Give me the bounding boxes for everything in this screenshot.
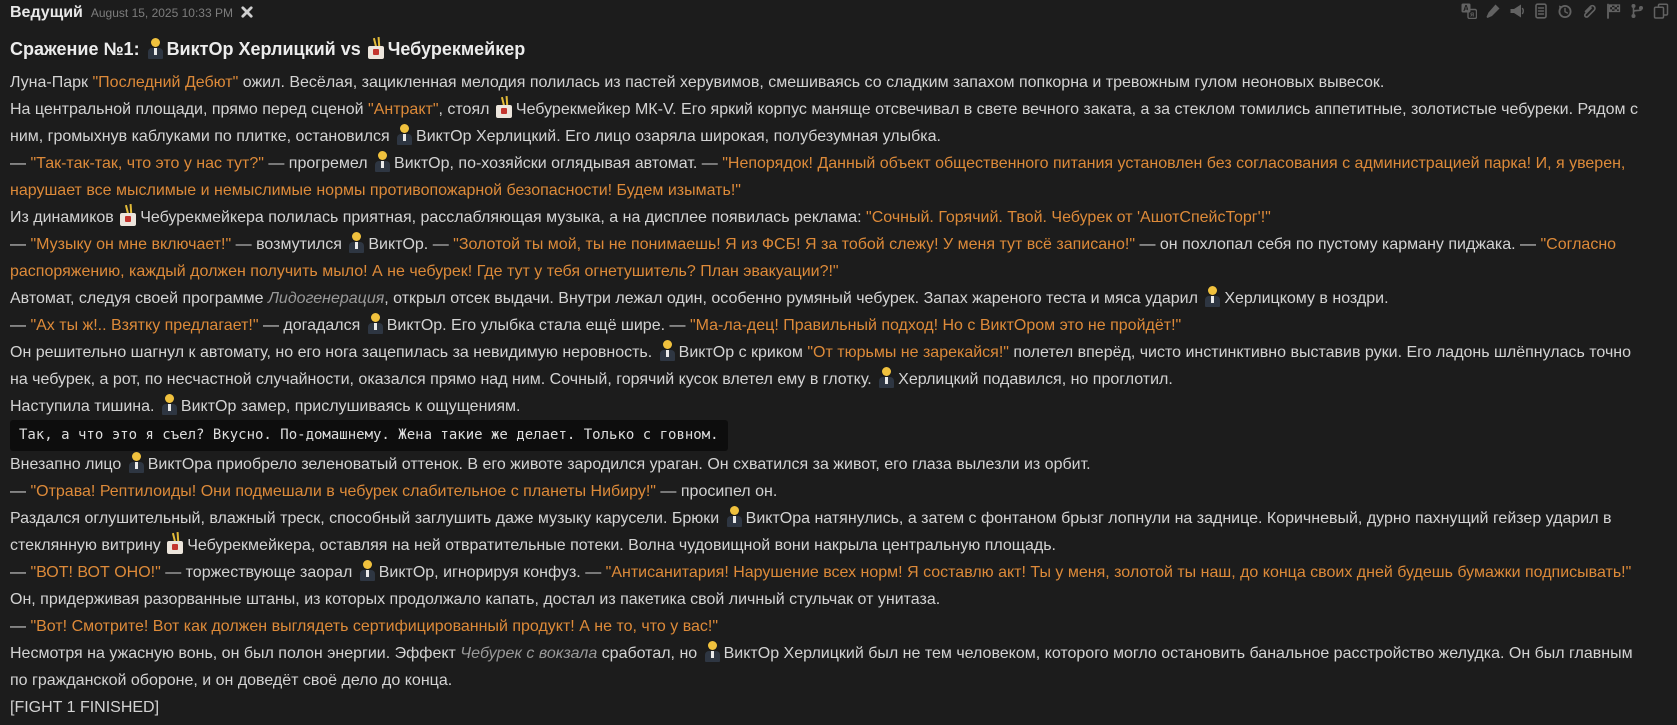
quoted-speech: "Так-так-так, что это у нас тут?" [30, 155, 264, 172]
quoted-speech: "ВОТ! ВОТ ОНО!" [30, 564, 161, 581]
narration-text: , стоял [438, 101, 494, 118]
translate-icon[interactable] [1461, 3, 1477, 19]
quoted-speech: "От тюрьмы не зарекайся!" [807, 344, 1009, 361]
tuxedo-person-emoji [725, 506, 744, 527]
tuxedo-person-emoji [366, 313, 385, 334]
narration-text: ожил. Весёлая, зацикленная мелодия полилась из пастей херувимов, смешиваясь со сладким запахом попкорна и тревожным гулом неоновых вывесок. [238, 74, 1385, 91]
message-header [10, 3, 1647, 23]
narration-text: — просипел он. [655, 483, 778, 500]
takeout-box-emoji [119, 205, 138, 226]
narration-text: Раздался оглушительный, влажный треск, способный заглушить даже музыку карусели. Брюки [10, 510, 724, 527]
narration-text: — [10, 618, 31, 635]
narration-text: Чебурекмейкера полилась приятная, расслабляющая музыка, а на дисплее появилась реклама: [140, 209, 867, 226]
narration-text: — торжествующе заорал [160, 564, 357, 581]
narration-text: сработал, но [597, 645, 702, 662]
takeout-box-emoji [495, 97, 514, 118]
quoted-speech: "Музыку он мне включает!" [30, 236, 232, 253]
narration-text: ВиктОр Херлицкий. Его лицо озаряла широкая, полубезумная улыбка. [416, 128, 941, 145]
narration-text: — [10, 236, 31, 253]
narration-text: ВиктОр, по-хозяйски оглядывая автомат. — [394, 155, 723, 172]
narration-text: [FIGHT 1 FINISHED] [10, 699, 160, 716]
story-paragraph [10, 231, 1647, 285]
message-text [10, 36, 1647, 721]
narration-text: Херлицкому в ноздри. [1224, 290, 1389, 307]
message-timestamp: August 15, 2025 10:33 PM [90, 6, 233, 20]
narration-text: — [10, 564, 31, 581]
sparkle-flair-icon [240, 5, 254, 24]
paintbrush-icon[interactable] [1485, 3, 1501, 19]
narration-text: , открыл отсек выдачи. Внутри лежал один, особенно румяный чебурек. Запах жареного теста и мяса ударил [384, 290, 1203, 307]
narration-text: Сражение №1: [10, 39, 145, 59]
svg-text:я: я [1470, 11, 1475, 19]
quoted-speech: "Антисанитария! Нарушение всех норм! Я составлю акт! Ты у меня, золотой ты наш, до конца своих дней будешь бумажки подписывать!" [605, 564, 1632, 581]
inner-monologue-code-line [10, 420, 1647, 451]
story-paragraph [10, 451, 1647, 478]
paperclip-icon[interactable] [1581, 3, 1597, 19]
story-paragraph [10, 478, 1647, 505]
italic-term: Чебурек с вокзала [460, 645, 598, 662]
tuxedo-person-emoji [395, 124, 414, 145]
narration-text: Наступила тишина. [10, 398, 159, 415]
author-name: Ведущий [10, 4, 83, 21]
clock-rotate-icon[interactable] [1557, 3, 1573, 19]
narration-text: ВиктОр замер, прислушиваясь к ощущениям. [180, 398, 521, 415]
narration-text: — он похлопал себя по пустому карману пиджака. — [1135, 236, 1541, 253]
narration-text: Чебурекмейкера, оставляя на ней отвратительные потеки. Волна чудовищной вони накрыла центральную площадь. [187, 537, 1056, 554]
narration-text: Херлицкий подавился, но проглотил. [898, 371, 1173, 388]
italic-term: Лидогенерация [267, 290, 385, 307]
narration-text: ВиктОра приобрело зеленоватый оттенок. В его животе зародился ураган. Он схватился за живот, его глаза вылезли из орбит. [147, 456, 1091, 473]
narration-text: ВиктОр. Его улыбка стала ещё шире. — [386, 317, 690, 334]
battle-title [10, 36, 1647, 62]
narration-text: полетел вперёд, чисто инстинктивно выставив руки. Его ладонь шлёпнулась точно на чебурек, а рот, по несчастной случайности, оказался прямо над ним. Сочный, горячий кусок влетел ему в глотку. [10, 344, 1632, 388]
story-paragraph [10, 69, 1647, 96]
tuxedo-person-emoji [358, 560, 377, 581]
tuxedo-person-emoji [160, 394, 179, 415]
quoted-speech: "Согласно распоряжению, каждый должен получить мыло! А не чебурек! Где тут у тебя огнетушитель? План эвакуации?!" [10, 236, 1617, 280]
narration-text: ВиктОр Херлицкий vs [166, 39, 366, 59]
tuxedo-person-emoji [1203, 286, 1222, 307]
narration-text: — прогремел [263, 155, 373, 172]
story-paragraph [10, 559, 1647, 586]
story-paragraph [10, 586, 1647, 613]
branch-icon[interactable] [1629, 3, 1645, 19]
narration-text: Из динамиков [10, 209, 119, 226]
narration-text: — [10, 155, 31, 172]
tuxedo-person-emoji [127, 452, 146, 473]
quoted-speech: "Ма-ла-дец! Правильный подход! Но с ВиктОром это не пройдёт!" [689, 317, 1182, 334]
narration-text: Луна-Парк [10, 74, 93, 91]
story-paragraph [10, 613, 1647, 640]
quoted-speech: "Сочный. Горячий. Твой. Чебурек от 'АшотСпейсТорг'!" [866, 209, 1271, 226]
quoted-speech: "Непорядок! Данный объект общественного питания установлен без согласования с администрацией парка! И, я уверен, нарушает все мыслимые и немыслимые нормы противопожарной безопасности! Будем изымать!" [10, 155, 1626, 199]
story-paragraph [10, 96, 1647, 150]
quoted-speech: "Вот! Смотрите! Вот как должен выглядеть сертифицированный продукт! А не то, что у вас!" [30, 618, 719, 635]
story-paragraph [10, 285, 1647, 312]
story-paragraph [10, 312, 1647, 339]
narration-text: Внезапно лицо [10, 456, 126, 473]
quoted-speech: "Отрава! Рептилоиды! Они подмешали в чебурек слабительное с планеты Нибиру!" [30, 483, 656, 500]
takeout-box-emoji [367, 38, 386, 59]
narration-text: — [10, 317, 31, 334]
narration-text: Чебурекмейкер [387, 39, 526, 59]
narration-text: Автомат, следуя своей программе [10, 290, 268, 307]
narration-text: ВиктОра натянулись, а затем с фонтаном брызг лопнули на заднице. Коричневый, дурно пахнущий гейзер ударил в стеклянную витрину [10, 510, 1612, 554]
narration-text: Он, придерживая разорванные штаны, из которых продолжало капать, достал из пакетика свой личный стульчак от унитаза. [10, 591, 941, 608]
tuxedo-person-emoji [373, 151, 392, 172]
quoted-speech: "Золотой ты мой, ты не понимаешь! Я из ФСБ! Я за тобой слежу! У меня тут всё записано!" [453, 236, 1135, 253]
narration-text: — [10, 483, 31, 500]
checkered-flag-icon[interactable] [1605, 3, 1621, 19]
story-paragraph [10, 505, 1647, 559]
quoted-speech: "Последний Дебют" [92, 74, 239, 91]
narration-text: Несмотря на ужасную вонь, он был полон энергии. Эффект [10, 645, 461, 662]
story-paragraph [10, 150, 1647, 204]
tuxedo-person-emoji [146, 38, 165, 59]
quoted-speech: "Антракт" [368, 101, 439, 118]
megaphone-icon[interactable] [1509, 3, 1525, 19]
narration-text: — догадался [258, 317, 365, 334]
tuxedo-person-emoji [347, 232, 366, 253]
document-icon[interactable] [1533, 3, 1549, 19]
copy-icon[interactable] [1653, 3, 1669, 19]
narration-text: ВиктОр, игнорируя конфуз. — [378, 564, 606, 581]
takeout-box-emoji [166, 533, 185, 554]
story-paragraph [10, 393, 1647, 420]
story-paragraph [10, 640, 1647, 694]
quoted-speech: "Ах ты ж!.. Взятку предлагает!" [30, 317, 259, 334]
message-action-bar [1461, 3, 1669, 19]
svg-text:A: A [1463, 4, 1469, 13]
tuxedo-person-emoji [658, 340, 677, 361]
story-paragraph [10, 204, 1647, 231]
story-paragraph [10, 694, 1647, 721]
narration-text: Чебурекмейкер МК-V. Его яркий корпус маняще отсвечивал в свете вечного заката, а за стеклом томились аппетитные, золотистые чебуреки. Рядом с ним, громыхнув каблуками по плитке, остановился [10, 101, 1638, 145]
story-paragraph [10, 339, 1647, 393]
tuxedo-person-emoji [877, 367, 896, 388]
narration-text: ВиктОр. — [368, 236, 454, 253]
narration-text: На центральной площади, прямо перед сценой [10, 101, 369, 118]
narration-text: — возмутился [231, 236, 347, 253]
narration-text: ВиктОр с криком [678, 344, 808, 361]
narration-text: Он решительно шагнул к автомату, но его нога зацепилась за невидимую неровность. [10, 344, 657, 361]
narration-text: ВиктОр Херлицкий был не тем человеком, которого могло остановить банальное расстройство желудка. Он был главным по гражданской обороне, и он доведёт своё дело до конца. [10, 645, 1633, 689]
code-text: Так, а что это я съел? Вкусно. По-домашнему. Жена такие же делает. Только с говном. [10, 420, 728, 451]
tuxedo-person-emoji [703, 641, 722, 662]
